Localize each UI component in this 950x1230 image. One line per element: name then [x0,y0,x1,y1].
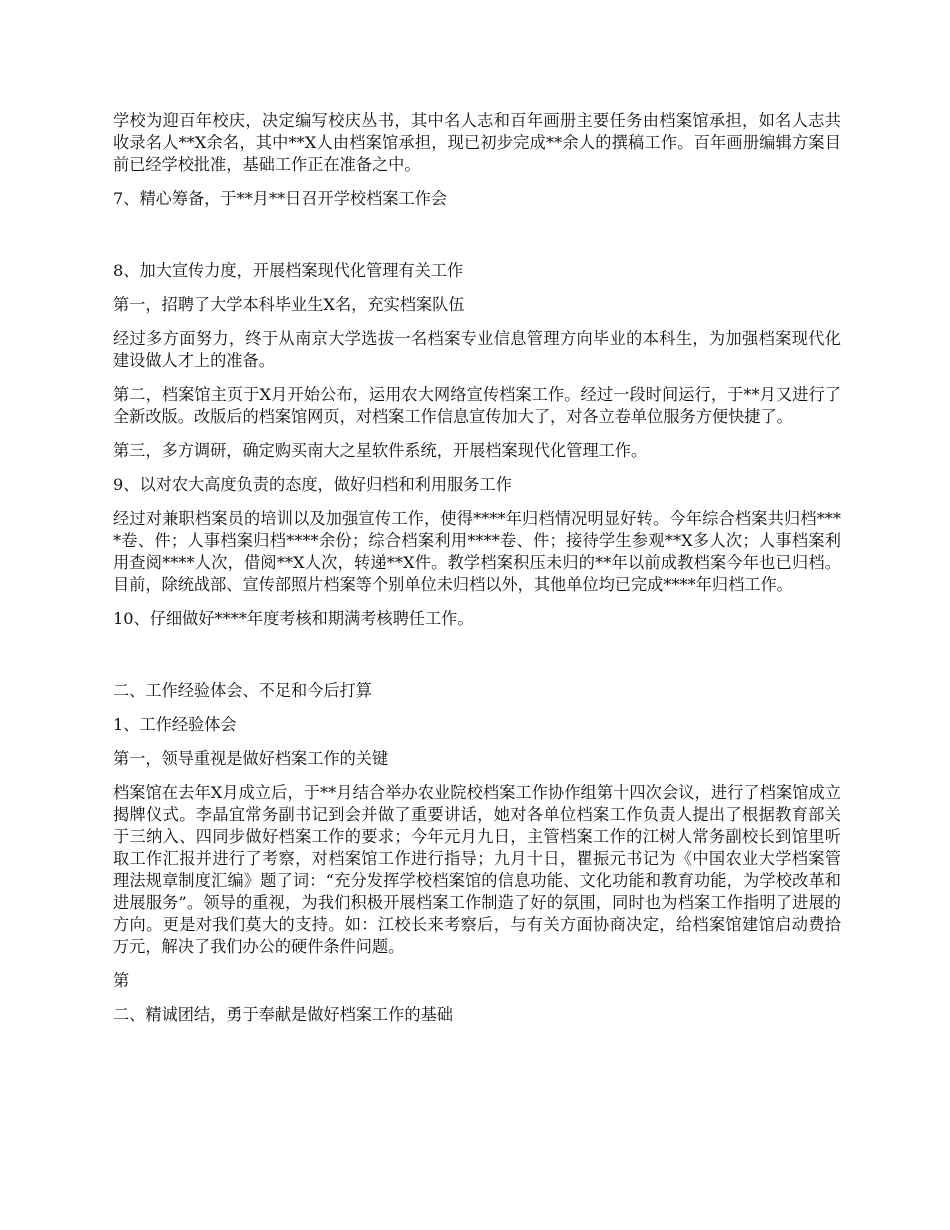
second-homepage: 第二，档案馆主页于X月开始公布，运用农大网络宣传档案工作。经过一段时间运行，于**月又进行了全新改版。改版后的档案馆网页，对档案工作信息宣传加大了，对各立卷单位服务方便快捷了。 [113,385,841,426]
item-9-filing-service: 9、以对农大高度负责的态度，做好归档和利用服务工作 [113,475,512,494]
paragraph-school-anniversary: 学校为迎百年校庆，决定编写校庆丛书，其中名人志和百年画册主要任务由档案馆承担，如名人志共收录名人**X余名，其中**X人由档案馆承担，现已初步完成**余人的撰稿工作。百年画册编辑方案目前已经学校批准，基础工作正在准备之中。 [113,111,841,174]
first-recruit-graduate: 第一，招聘了大学本科毕业生X名，充实档案队伍 [113,295,465,314]
paragraph-fragment: 第 [113,971,130,990]
document-page [113,110,841,1038]
spacer [113,642,841,680]
paragraph-filing-detail: 经过对兼职档案员的培训以及加强宣传工作，使得****年归档情况明显好转。今年综合档案共归档****卷、件；人事档案归档****余份；综合档案利用****卷、件；接待学生参观**X多人次；人事档案利用查阅****人次，借阅**X人次，转递**X件。教学档案积压未归的**年以前成教档案今年也已归档。目前，除统战部、宣传部照片档案等个别单位未归档以外，其他单位均已完成****年归档工作。 [113,509,841,594]
second-unity-heading: 二、精诚团结，勇于奉献是做好档案工作的基础 [113,1005,453,1024]
item-8-publicity: 8、加大宣传力度，开展档案现代化管理有关工作 [113,261,464,280]
item-10-assessment: 10、仔细做好****年度考核和期满考核聘任工作。 [113,609,474,628]
item-7-archive-meeting: 7、精心筹备，于**月**日召开学校档案工作会 [113,189,448,208]
paragraph-recruit-detail: 经过多方面努力，终于从南京大学选拔一名档案专业信息管理方向毕业的本科生，为加强档案现代化建设做人才上的准备。 [113,329,841,370]
section-2-heading: 二、工作经验体会、不足和今后打算 [113,681,372,700]
subsection-1-heading: 1、工作经验体会 [113,715,237,734]
paragraph-leadership-detail: 档案馆在去年X月成立后，于**月结合举办农业院校档案工作协作组第十四次会议，进行了档案馆成立揭牌仪式。李晶宜常务副书记到会并做了重要讲话，她对各单位档案工作负责人提出了根据教育部关于三纳入、四同步做好档案工作的要求；今年元月九日，主管档案工作的江树人常务副校长到馆里听取工作汇报并进行了考察，对档案馆工作进行指导；九月十日，瞿振元书记为《中国农业大学档案管理法规章制度汇编》题了词：“充分发挥学校档案馆的信息功能、文化功能和教育功能，为学校改革和进展服务”。领导的重视，为我们积极开展档案工作制造了好的氛围，同时也为档案工作指明了进展的方向。更是对我们莫大的支持。如：江校长来考察后，与有关方面协商决定，给档案馆建馆启动费拾万元，解决了我们办公的硬件条件问题。 [113,783,841,956]
first-leadership: 第一，领导重视是做好档案工作的关键 [113,749,389,768]
third-software: 第三，多方调研，确定购买南大之星软件系统，开展档案现代化管理工作。 [113,441,648,460]
spacer [113,222,841,260]
